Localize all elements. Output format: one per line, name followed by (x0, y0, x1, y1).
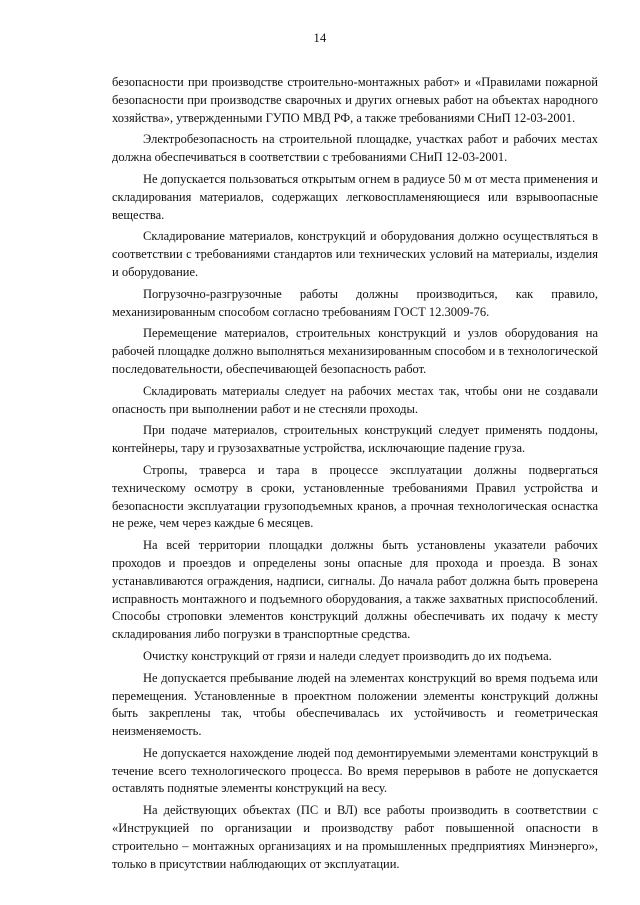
paragraph: На всей территории площадки должны быть установлены указатели рабочих проходов и проездов и определены зоны опасные для прохода и проезда. В зонах устанавливаются ограждения, надписи, сигналы. До начала работ должна быть проверена исправность монтажного и подъемного оборудования, а также захватных приспособлений. Способы строповки элементов конструкций должны обеспечивать их подачу к месту складирования либо погрузки в транспортные средства. (112, 538, 598, 642)
paragraph: безопасности при производстве строительно-монтажных работ» и «Правилами пожарной безопасности при производстве сварочных и других огневых работ на объектах народного хозяйства», утвержденными ГУПО МВД РФ, а также требованиями СНиП 12-03-2001. (112, 75, 598, 125)
paragraph: Погрузочно-разгрузочные работы должны производиться, как правило, механизированным способом согласно требованиям ГОСТ 12.3009-76. (112, 286, 598, 319)
paragraph: Очистку конструкций от грязи и наледи следует производить до их подъема. (143, 648, 552, 663)
paragraph: Стропы, траверса и тара в процессе эксплуатации должны подвергаться техническому осмотру в сроки, установленные требованиями Правил устройства и безопасности эксплуатации грузоподъемных кранов, а прочная технологическая оснастка не реже, чем через каждые 6 месяцев. (112, 462, 598, 531)
paragraph: Не допускается нахождение людей под демонтируемыми элементами конструкций в течение всего технологического процесса. Во время перерывов в работе не допускается оставлять поднятые элементы конструкций на весу. (112, 745, 598, 796)
page-number: 14 (313, 31, 327, 45)
paragraph: На действующих объектах (ПС и ВЛ) все работы производить в соответствии с «Инструкцией по организации и производству работ повышенной опасности в строительно – монтажных организациях и на промышленных предприятиях Минэнерго», только в присутствии наблюдающих от эксплуатации. (112, 803, 598, 871)
paragraph: Не допускается пребывание людей на элементах конструкций во время подъема или перемещения. Установленные в проектном положении элементы конструкций должны быть закреплены так, чтобы обеспечивалась их устойчивость и геометрическая неизменяемость. (112, 670, 598, 739)
paragraph: Складирование материалов, конструкций и оборудования должно осуществляться в соответствии с требованиями стандартов или технических условий на материалы, изделия и оборудование. (112, 229, 598, 279)
paragraph: Складировать материалы следует на рабочих местах так, чтобы они не создавали опасность при выполнении работ и не стесняли проходы. (112, 383, 598, 416)
paragraph: При подаче материалов, строительных конструкций следует применять поддоны, контейнеры, тару и грузозахватные устройства, исключающие падение груза. (112, 423, 598, 456)
document-body (112, 74, 598, 877)
paragraph: Не допускается пользоваться открытым огнем в радиусе 50 м от места применения и складирования материалов, содержащих легковоспламеняющиеся или взрывоопасные вещества. (112, 171, 598, 222)
paragraph: Перемещение материалов, строительных конструкций и узлов оборудования на рабочей площадке должно выполняться механизированным способом и в технологической последовательности, обеспечивающей безопасность работ. (112, 326, 598, 376)
paragraph: Электробезопасность на строительной площадке, участках работ и рабочих местах должна обеспечиваться в соответствии с требованиями СНиП 12-03-2001. (112, 132, 598, 165)
